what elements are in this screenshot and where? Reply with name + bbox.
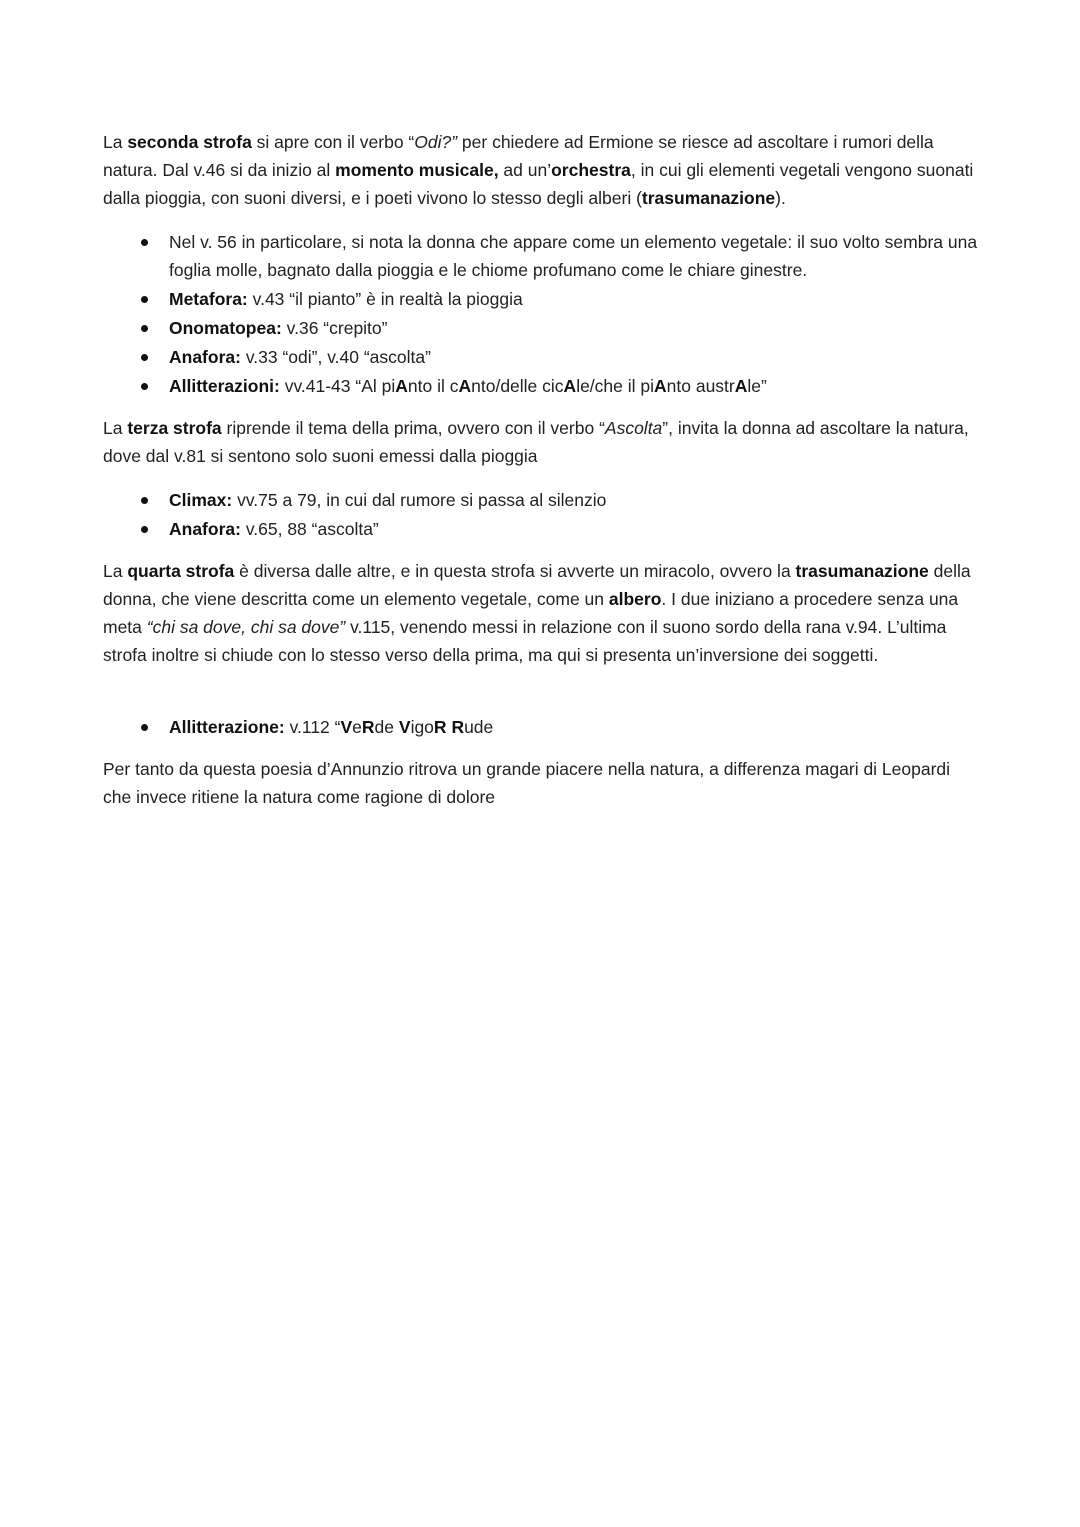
list-item — [103, 314, 983, 342]
bold-run: R — [451, 717, 465, 737]
italic-run: Ascolta — [604, 418, 663, 438]
bold-run: orchestra — [551, 160, 631, 180]
text-run: nto il c — [407, 376, 459, 396]
paragraph-terza-strofa — [103, 414, 983, 470]
text-run: Nel v. 56 in particolare, si nota la donna che appare come un elemento vegetale: il suo volto sembra una foglia molle, bagnato dalla pioggia e le chiome profumano come le chiare ginestre. — [169, 232, 978, 280]
text-run: nto austr — [666, 376, 735, 396]
paragraph-conclusione — [103, 755, 983, 811]
text-run: ”, invita la donna ad ascoltare la natura, dove dal v.81 si sentono solo suoni emessi dalla pioggia — [103, 418, 969, 466]
bold-run: V — [398, 717, 411, 737]
bold-run: albero — [608, 589, 662, 609]
bold-run: Metafora: — [169, 289, 248, 309]
text-run: nto/delle cic — [471, 376, 564, 396]
text-run: le/che il pi — [576, 376, 655, 396]
text-run: è diversa dalle altre, e in questa strofa si avverte un miracolo, ovvero la — [234, 561, 796, 581]
bold-run: A — [458, 376, 472, 396]
bold-run: seconda strofa — [127, 132, 252, 152]
bold-run: terza strofa — [127, 418, 222, 438]
text-run: riprende il tema della prima, ovvero con il verbo “ — [221, 418, 605, 438]
italic-run: “chi sa dove, chi sa dove” — [146, 617, 346, 637]
text-run: igo — [410, 717, 434, 737]
bold-run: A — [563, 376, 577, 396]
text-run: vv.41-43 “Al pi — [279, 376, 396, 396]
bold-run: Anafora: — [169, 519, 241, 539]
bold-run: trasumanazione — [795, 561, 929, 581]
text-run: ad un’ — [498, 160, 552, 180]
bold-run: A — [395, 376, 408, 396]
italic-run: Odi?” — [414, 132, 458, 152]
list-item — [103, 372, 983, 400]
text-run: della donna, che viene descritta come un elemento vegetale, come un — [103, 561, 971, 609]
text-run: v.112 “ — [284, 717, 341, 737]
list-item — [103, 515, 983, 543]
paragraph-quarta-strofa — [103, 557, 983, 669]
bold-run: A — [654, 376, 667, 396]
bold-run: V — [340, 717, 353, 737]
bullet-list-terza-strofa — [103, 486, 983, 544]
text-run: v.65, 88 “ascolta” — [240, 519, 379, 539]
text-run: si apre con il verbo “ — [251, 132, 415, 152]
text-run: La — [103, 132, 128, 152]
text-run: , in cui gli elementi vegetali vengono suonati dalla pioggia, con suoni diversi, e i poeti vivono lo stesso degli alberi ( — [103, 160, 974, 208]
text-run: ). — [775, 188, 786, 208]
list-item — [103, 486, 983, 514]
bold-run: Climax: — [169, 490, 233, 510]
text-run: le” — [747, 376, 767, 396]
bold-run: Anafora: — [169, 347, 241, 367]
text-run: e — [352, 717, 362, 737]
bold-run: R — [361, 717, 375, 737]
bold-run: Allitterazioni: — [169, 376, 280, 396]
list-item — [103, 285, 983, 313]
paragraph-seconda-strofa — [103, 128, 983, 212]
text-run: per chiedere ad Ermione se riesce ad ascoltare i rumori della natura. Dal v.46 si da inizio al — [103, 132, 934, 180]
text-run: . I due iniziano a procedere senza una meta — [103, 589, 959, 637]
text-run: La — [103, 561, 128, 581]
list-item — [103, 228, 983, 284]
text-run: La — [103, 418, 128, 438]
bold-run: A — [734, 376, 748, 396]
text-run: vv.75 a 79, in cui dal rumore si passa al silenzio — [232, 490, 607, 510]
text-run: de — [374, 717, 399, 737]
bold-run: trasumanazione — [641, 188, 776, 208]
bold-run: quarta strofa — [127, 561, 235, 581]
bold-run: Allitterazione: — [169, 717, 285, 737]
bullet-list-quarta-strofa — [103, 713, 983, 742]
bullet-list-seconda-strofa — [103, 228, 983, 401]
bold-run: Onomatopea: — [169, 318, 282, 338]
list-item — [103, 713, 983, 741]
text-run: v.43 “il pianto” è in realtà la pioggia — [247, 289, 523, 309]
list-item — [103, 343, 983, 371]
bold-run: R — [433, 717, 447, 737]
text-run: Per tanto da questa poesia d’Annunzio ritrova un grande piacere nella natura, a differenza magari di Leopardi che invece ritiene la natura come ragione di dolore — [103, 759, 951, 807]
bold-run: momento musicale, — [335, 160, 499, 180]
text-run: v.115, venendo messi in relazione con il suono sordo della rana v.94. L’ultima strofa inoltre si chiude con lo stesso verso della prima, ma qui si presenta un’inversione dei soggetti. — [103, 617, 947, 665]
text-run: ude — [464, 717, 494, 737]
text-run: v.33 “odi”, v.40 “ascolta” — [240, 347, 431, 367]
text-run: v.36 “crepito” — [281, 318, 388, 338]
